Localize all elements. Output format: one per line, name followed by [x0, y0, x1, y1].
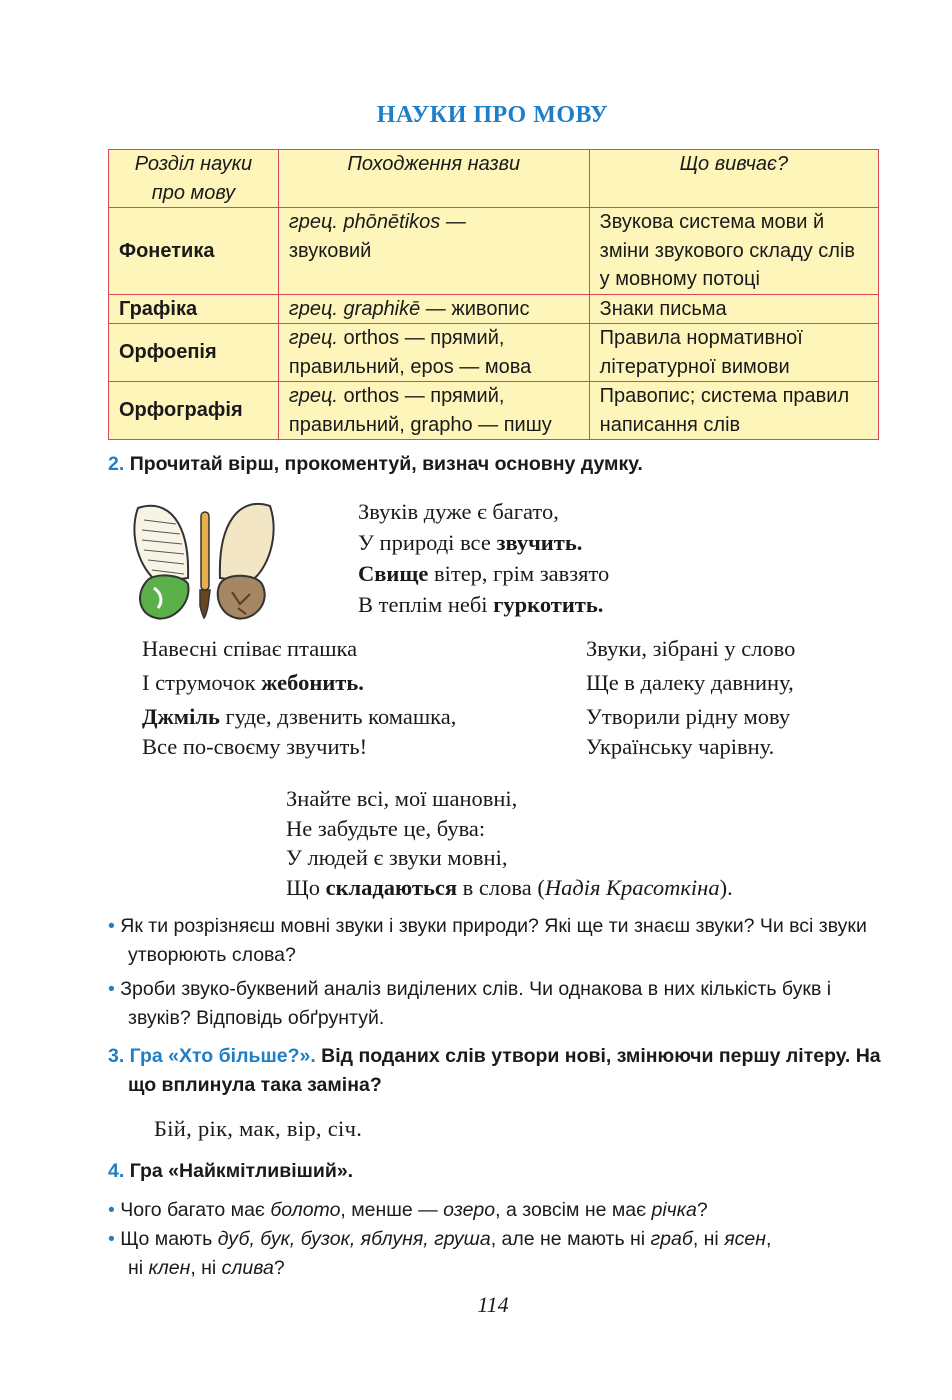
task-2: [108, 450, 643, 479]
studies-cell: Правопис; система правил написання слів: [589, 382, 878, 440]
task-3: [108, 1042, 900, 1100]
poem-line: [358, 589, 609, 620]
list-item: [108, 912, 878, 970]
question-text: Як ти розрізняєш мовні звуки і звуки природи? Які ще ти знаєш звуки? Чи всі звуки утворюють слова?: [120, 915, 867, 966]
poem-text: У природі все: [358, 530, 497, 555]
question-text: , менше —: [340, 1199, 444, 1221]
task-number: 3. Гра «Хто більше?».: [108, 1045, 316, 1067]
poem-line: [358, 527, 609, 558]
question-word: ясен: [724, 1228, 766, 1250]
origin-meaning: orthos — прямий, правильний, epos — мова: [288, 327, 532, 378]
poem-line: Утворили рідну мову: [586, 704, 791, 729]
question-text: , але не мають ні: [490, 1228, 651, 1250]
poem-line: Звуки, зібрані у слово: [586, 636, 796, 661]
question-word: клен: [148, 1257, 191, 1279]
origin-greek: грец. phōnētikos —: [288, 211, 466, 233]
highlighted-word: Джміль: [142, 704, 220, 729]
poem-text: гуде, дзвенить комашка,: [219, 704, 457, 729]
highlighted-word: складаються: [325, 874, 458, 900]
term-cell: Орфоепія: [109, 324, 279, 382]
poem-text: Навесні співає пташка: [142, 636, 358, 661]
poem-line: [358, 496, 609, 527]
poem-text: Звуків дуже є багато,: [358, 499, 559, 524]
poem-stanza-3: [586, 632, 795, 764]
list-item: [108, 975, 878, 1033]
poem-stanza-1: [358, 496, 609, 620]
poem-punct: .: [597, 592, 604, 617]
page-number: 114: [477, 1292, 509, 1317]
poem-author: Надія Красоткіна: [544, 874, 720, 900]
origin-meaning: живопис: [451, 297, 530, 320]
origin-cell: [278, 324, 589, 382]
bullet-icon: •: [108, 1199, 115, 1221]
question-word: озеро: [443, 1199, 496, 1221]
question-text: , ні: [692, 1228, 725, 1250]
term-cell: Графіка: [109, 294, 279, 324]
question-word: слива: [221, 1257, 274, 1279]
question-word: річка: [651, 1199, 697, 1221]
poem-text: В теплім небі: [358, 592, 494, 617]
studies-cell: Звукова система мови й зміни звукового складу слів у мовному потоці: [589, 208, 878, 295]
poem-stanza-4: [286, 784, 733, 902]
highlighted-word: Свище: [358, 561, 429, 586]
poem-text: ).: [719, 874, 733, 900]
question-word: граб: [650, 1228, 693, 1250]
bullet-icon: •: [108, 915, 115, 937]
origin-cell: [278, 208, 589, 295]
question-list-4: [108, 1196, 878, 1283]
poem-punct: .: [576, 530, 583, 555]
origin-greek: грец. graphikē —: [288, 297, 446, 320]
table-row: [109, 324, 879, 382]
poem-line: [142, 700, 456, 734]
poem-line: Ще в далеку давнину,: [586, 670, 794, 695]
poem-punct: .: [358, 670, 364, 695]
question-text: ,: [765, 1228, 772, 1250]
question-text: ?: [273, 1257, 285, 1279]
bullet-icon: •: [108, 978, 115, 1000]
table-row: [109, 294, 879, 324]
question-text: ?: [696, 1199, 708, 1221]
table-row: [109, 382, 879, 440]
list-item: [108, 1196, 878, 1225]
task-number: 4.: [108, 1160, 125, 1182]
sciences-table: [108, 149, 879, 440]
origin-greek: грец.: [288, 385, 338, 407]
highlighted-word: гуркотить: [493, 592, 598, 617]
question-text: , ні: [190, 1257, 222, 1279]
origin-cell: [278, 294, 589, 324]
task-3-words: Бій, рік, мак, вір, січ.: [154, 1116, 363, 1141]
poem-text: Все по-своєму звучить!: [142, 734, 368, 759]
poem-line: У людей є звуки мовні,: [286, 845, 508, 870]
question-word: дуб, бук, бузок, яблуня, груша: [217, 1228, 491, 1250]
table-header-row: [109, 150, 879, 208]
poem-line: [358, 558, 609, 589]
origin-greek: грец.: [288, 327, 338, 349]
question-text: , а зовсім не має: [495, 1199, 652, 1221]
poem-stanza-2: [142, 632, 456, 764]
header-origin: Походження назви: [278, 150, 589, 208]
poem-line: [142, 632, 456, 666]
butterfly-illustration: [128, 500, 280, 624]
page-title: НАУКИ ПРО МОВУ: [376, 102, 609, 128]
poem-text: вітер, грім завзято: [428, 561, 610, 586]
origin-meaning: звуковий: [288, 239, 372, 262]
highlighted-word: звучить: [496, 530, 577, 555]
poem-line: Українську чарівну.: [586, 734, 775, 759]
question-word: болото: [270, 1199, 341, 1221]
question-text: Чого багато має: [120, 1199, 271, 1221]
poem-line: [286, 873, 733, 903]
origin-cell: [278, 382, 589, 440]
task-text: Від поданих слів утвори нові, змінюючи першу літеру. На що вплинула така заміна?: [128, 1045, 881, 1096]
question-list-2: [108, 912, 878, 1033]
task-text: Гра «Найкмітливіший».: [129, 1160, 354, 1182]
question-text: Що мають: [120, 1228, 218, 1250]
bullet-icon: •: [108, 1228, 115, 1250]
task-4: [108, 1157, 353, 1186]
poem-text: І струмочок: [142, 670, 262, 695]
studies-cell: Правила нормативної літературної вимови: [589, 324, 878, 382]
header-section: Розділ науки про мову: [109, 150, 279, 208]
origin-meaning: orthos — прямий, правильний, grapho — пишу: [288, 385, 552, 436]
term-cell: Фонетика: [109, 208, 279, 295]
studies-cell: Знаки письма: [589, 294, 878, 324]
list-item: [108, 1225, 878, 1283]
question-text: Зроби звуко-буквений аналіз виділених слів. Чи однакова в них кількість букв і звуків? Відповідь обґрунтуй.: [120, 978, 832, 1029]
term-cell: Орфографія: [109, 382, 279, 440]
poem-text: в слова (: [457, 874, 545, 900]
poem-text: Що: [286, 874, 326, 900]
poem-line: [142, 666, 456, 700]
table-row: [109, 208, 879, 295]
poem-line: Знайте всі, мої шановні,: [286, 786, 518, 811]
question-text: ні: [128, 1257, 149, 1279]
task-number: 2.: [108, 453, 125, 475]
header-studies: Що вивчає?: [589, 150, 878, 208]
highlighted-word: жебонить: [261, 670, 359, 695]
poem-line: Не забудьте це, бува:: [286, 815, 486, 841]
poem-line: [142, 730, 456, 764]
task-text: Прочитай вірш, прокоментуй, визнач основну думку.: [129, 453, 643, 475]
